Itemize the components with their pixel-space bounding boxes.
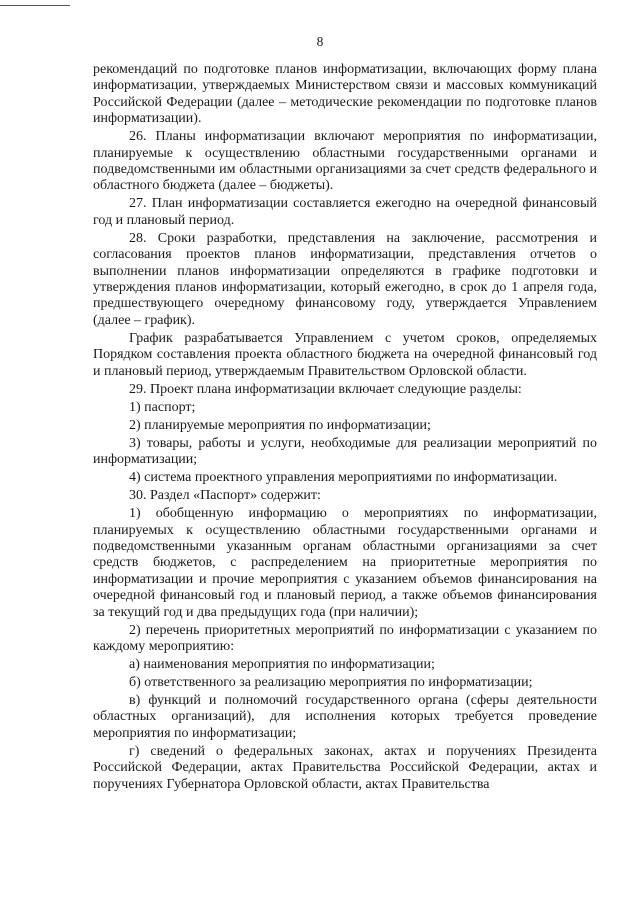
- paragraph-27: 27. План информатизации составляется ежегодно на очередной финансовый год и плановый период.: [93, 196, 597, 228]
- sub-item-a: а) наименования мероприятия по информатизации;: [129, 656, 435, 672]
- body-text: [93, 62, 597, 795]
- paragraph-28: 28. Сроки разработки, представления на заключение, рассмотрения и согласования проектов планов информатизации, представления отчетов о выполнении планов информатизации определяются в графике подготовки и утверждения планов информатизации, который ежегодно, в срок до 1 апреля года, предшествующего очередному финансовому году, утверждается Управлением (далее – график).: [93, 230, 597, 328]
- sub-item-g: г) сведений о федеральных законах, актах и поручениях Президента Российской Федерации, актах Правительства Российской Федерации, актах и поручениях Губернатора Орловской области, актах Правительства: [93, 743, 597, 792]
- paragraph-30: 30. Раздел «Паспорт» содержит:: [129, 488, 321, 504]
- list-item-29-2: 2) планируемые мероприятия по информатизации;: [129, 417, 431, 433]
- paragraph-continuation: рекомендаций по подготовке планов информатизации, включающих форму плана информатизации, утверждаемых Министерством связи и массовых коммуникаций Российской Федерации (далее – методические рекомендации по подготовке планов информатизации).: [93, 62, 597, 127]
- page-number: 8: [316, 34, 324, 49]
- sub-item-v: в) функций и полномочий государственного органа (сферы деятельности областных организаций), для исполнения которых требуется проведение мероприятия по информатизации;: [93, 692, 597, 741]
- list-item-29-4: 4) система проектного управления мероприятиями по информатизации.: [129, 470, 558, 486]
- paragraph-schedule: График разрабатывается Управлением с учетом сроков, определяемых Порядком составления проекта областного бюджета на очередной финансовый год и плановый период, утверждаемым Правительством Орловской области.: [93, 330, 597, 379]
- list-item-29-1: 1) паспорт;: [129, 399, 196, 415]
- list-item-29-3: 3) товары, работы и услуги, необходимые для реализации мероприятий по информатизации;: [93, 435, 597, 468]
- paragraph-29: 29. Проект плана информатизации включает следующие разделы:: [129, 381, 522, 397]
- list-item-30-2: 2) перечень приоритетных мероприятий по информатизации с указанием по каждому мероприятию:: [93, 622, 597, 654]
- scan-corner-line: [0, 5, 70, 6]
- paragraph-26: 26. Планы информатизации включают мероприятия по информатизации, планируемые к осуществлению областными государственными органами и подведомственными им областными организациями за счет средств федерального и областного бюджета (далее – бюджеты).: [93, 129, 597, 194]
- sub-item-b: б) ответственного за реализацию мероприятия по информатизации;: [129, 674, 533, 690]
- list-item-30-1: 1) обобщенную информацию о мероприятиях по информатизации, планируемых к осуществлению областными государственными органами и подведомственными указанным органам областными организациями за счет средств бюджетов, с распределением на приоритетные мероприятия по информатизации и прочие мероприятия с указанием объемов финансирования на очередной финансовый год и плановый период, а также объемов финансирования за текущий год и два предыдущих года (при наличии);: [93, 506, 597, 620]
